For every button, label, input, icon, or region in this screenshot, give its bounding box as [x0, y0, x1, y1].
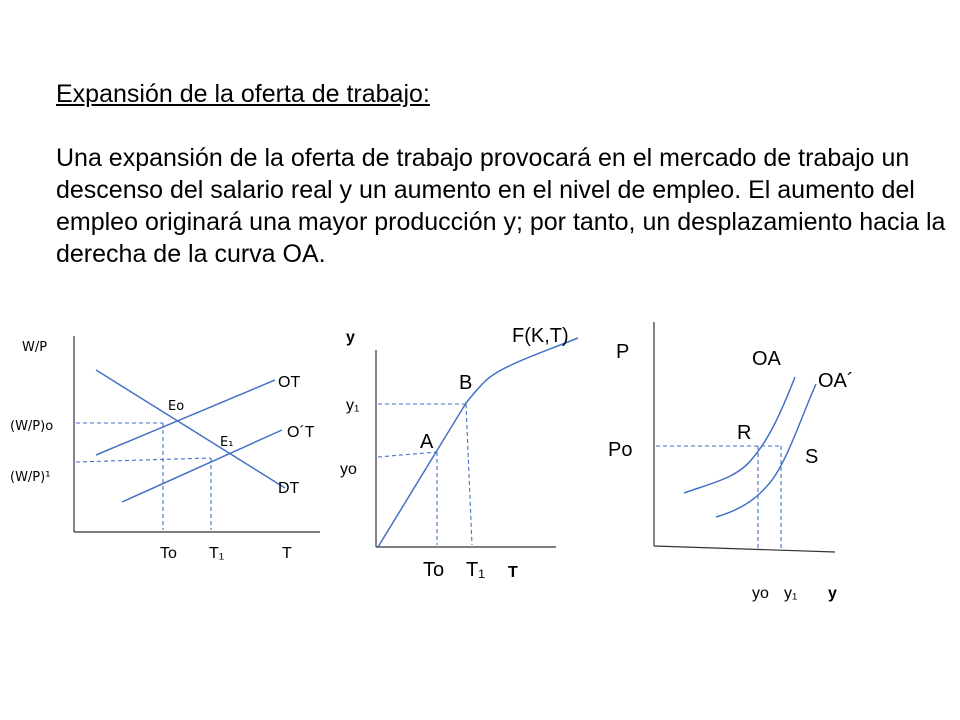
- labor-supply-label: OT: [278, 374, 301, 391]
- labor-x-axis-label: T: [282, 545, 292, 562]
- as-curve-label: OA: [752, 348, 781, 370]
- production-y-axis-label: y: [346, 329, 355, 346]
- labor-demand-label: DT: [278, 480, 300, 497]
- labor-t1-label: T₁: [209, 545, 225, 562]
- labor-t0-label: To: [160, 545, 177, 562]
- as-shifted-curve: [716, 384, 819, 517]
- labor-supply-curve: [96, 380, 275, 455]
- labor-w1-label: (W/P)¹: [10, 470, 51, 485]
- production-t0-label: To: [423, 559, 445, 581]
- labor-w1-guide: [76, 458, 211, 462]
- production-t1-label: T₁: [466, 559, 485, 581]
- production-y0-label: yo: [340, 461, 357, 478]
- production-t1-guide: [466, 404, 472, 545]
- production-curve-label: F(K,T): [512, 325, 569, 347]
- slide-body: Una expansión de la oferta de trabajo provocará en el mercado de trabajo un descenso del salario real y un aumento en el nivel de empleo. El aumento del empleo originará una mayor producción y; por tanto, un desplazamiento hacia la derecha de la curva OA.: [56, 144, 946, 268]
- as-shifted-curve-label: OA´: [818, 370, 854, 392]
- labor-market-diagram: [10, 336, 320, 562]
- as-y0-label: yo: [752, 585, 769, 602]
- production-y1-label: y₁: [346, 397, 360, 414]
- labor-supply-shifted-curve: [122, 430, 282, 502]
- production-diagram: [340, 325, 578, 581]
- labor-e1-label: E₁: [220, 435, 234, 450]
- as-point-r: R: [737, 422, 752, 444]
- labor-w0-label: (W/P)o: [10, 419, 54, 434]
- production-point-a: A: [420, 431, 434, 453]
- as-point-s: S: [805, 446, 819, 468]
- as-y1-label: y₁: [784, 585, 798, 602]
- labor-e0-label: Eo: [168, 399, 185, 414]
- as-x-axis: [654, 546, 835, 552]
- slide-heading: Expansión de la oferta de trabajo:: [56, 80, 430, 108]
- aggregate-supply-diagram: [608, 322, 854, 602]
- as-x-axis-label: y: [828, 585, 837, 602]
- labor-supply-shifted-label: O´T: [287, 424, 315, 441]
- production-point-b: B: [459, 372, 473, 394]
- as-p0-label: Po: [608, 439, 633, 461]
- production-function-curve: [378, 338, 578, 547]
- labor-y-axis-label: W/P: [22, 340, 48, 355]
- production-x-axis-label: T: [508, 564, 518, 581]
- as-y-axis-label: P: [616, 341, 630, 363]
